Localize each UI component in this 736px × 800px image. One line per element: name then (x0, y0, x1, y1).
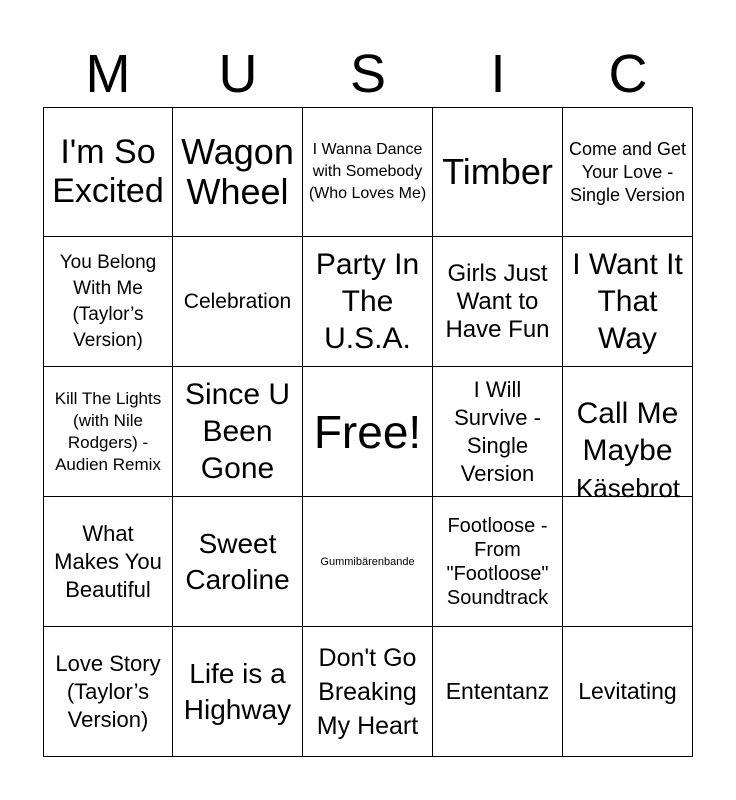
bingo-cell: Ententanz (433, 627, 563, 757)
bingo-cell: Since U Been Gone (173, 367, 303, 497)
bingo-cell: Timber (433, 107, 563, 237)
free-space: Free! (303, 367, 433, 497)
bingo-cell-empty (563, 497, 693, 627)
header-letter-u: U (218, 44, 258, 104)
header-letter-i: I (490, 44, 506, 104)
header-letter-m: M (85, 44, 131, 104)
bingo-cell: Gummibärenbande (303, 497, 433, 627)
bingo-cell: What Makes You Beautiful (43, 497, 173, 627)
bingo-cell: Footloose - From "Footloose" Soundtrack (433, 497, 563, 627)
bingo-grid (43, 107, 693, 757)
bingo-cell: Girls Just Want to Have Fun (433, 237, 563, 367)
bingo-cell: Sweet Caroline (173, 497, 303, 627)
bingo-cell: Levitating (563, 627, 693, 757)
bingo-cell: Love Story (Taylor’s Version) (43, 627, 173, 757)
bingo-cell: Call Me Maybe (563, 367, 693, 497)
bingo-cell: I Wanna Dance with Somebody (Who Loves Me) (303, 107, 433, 237)
bingo-cell: Don't Go Breaking My Heart (303, 627, 433, 757)
header-letter-s: S (349, 44, 387, 104)
bingo-cell: Life is a Highway (173, 627, 303, 757)
bingo-cell: Celebration (173, 237, 303, 367)
bingo-cell: You Belong With Me (Taylor’s Version) (43, 237, 173, 367)
bingo-cell: Kill The Lights (with Nile Rodgers) - Audien Remix (43, 367, 173, 497)
bingo-cell: Come and Get Your Love - Single Version (563, 107, 693, 237)
bingo-cell: Wagon Wheel (173, 107, 303, 237)
bingo-cell: I'm So Excited (43, 107, 173, 237)
bingo-header (43, 44, 693, 104)
bingo-cell: I Will Survive - Single Version (433, 367, 563, 497)
bingo-cell: Party In The U.S.A. (303, 237, 433, 367)
header-letter-c: C (608, 44, 648, 104)
overflow-text: Käsebrot (575, 473, 681, 503)
bingo-cell: I Want It That Way (563, 237, 693, 367)
